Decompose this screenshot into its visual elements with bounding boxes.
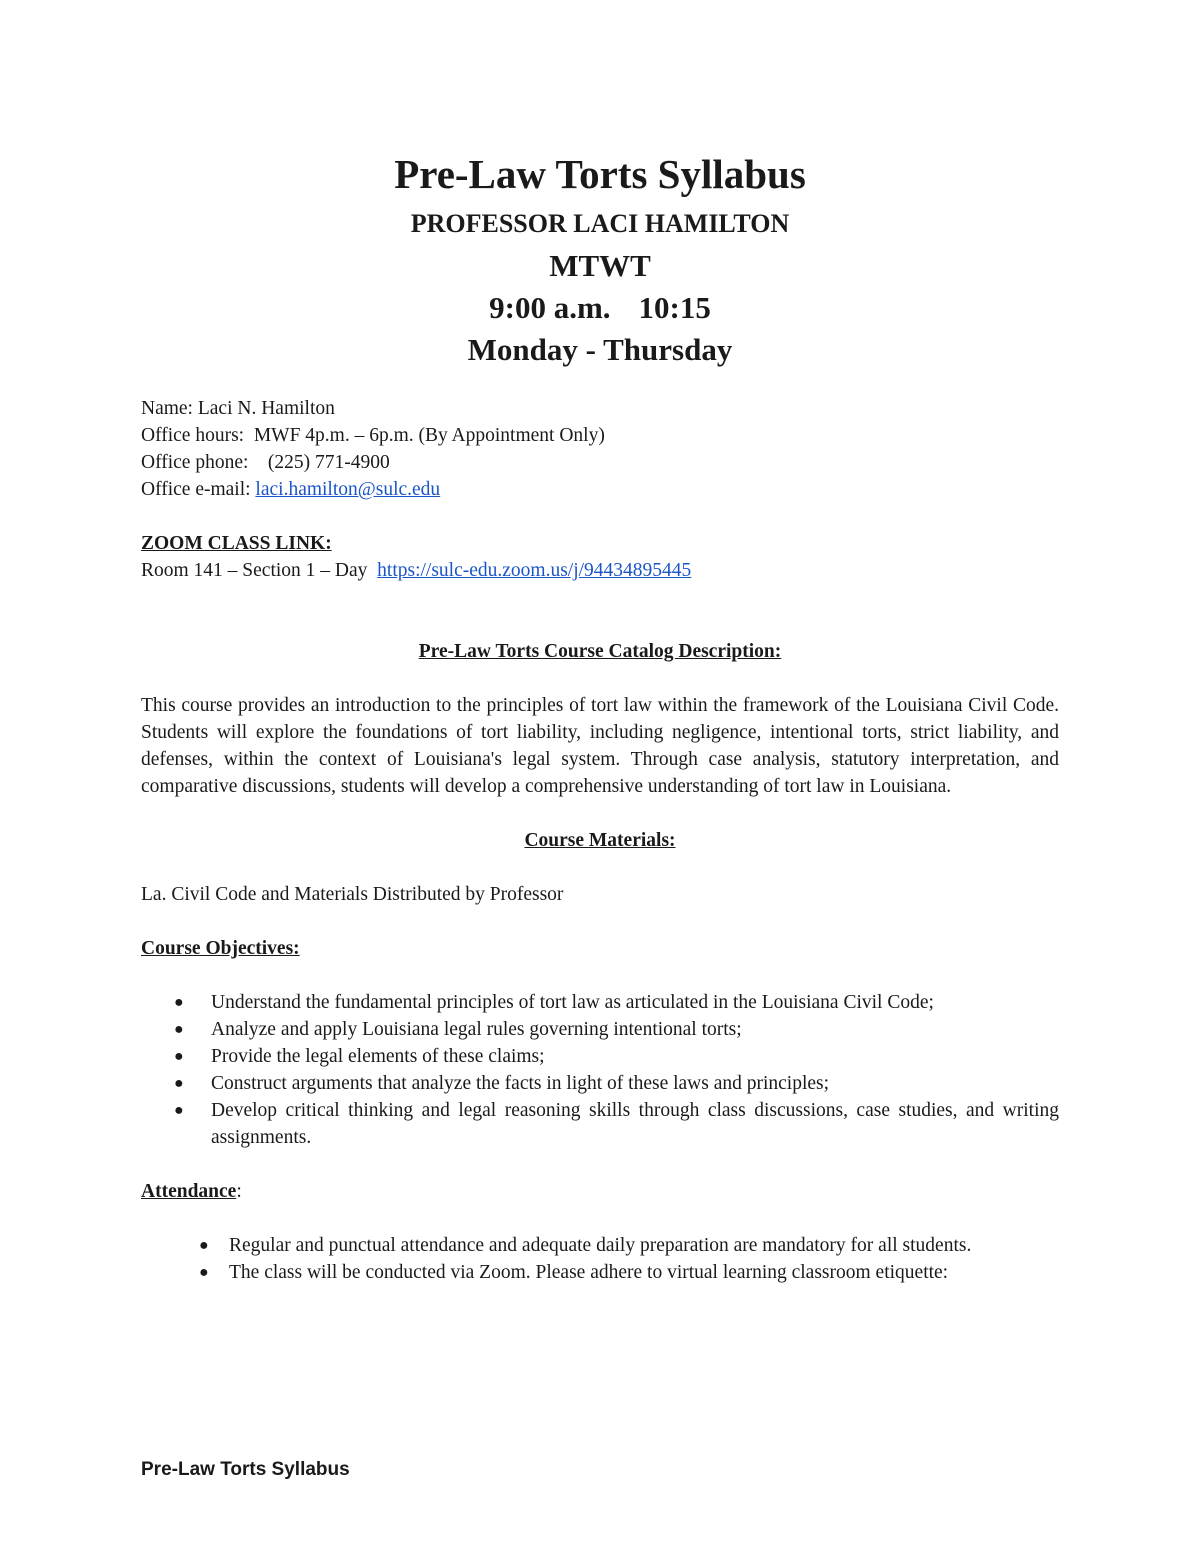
page-footer: Pre-Law Torts Syllabus <box>141 1459 350 1480</box>
instructor-name-line <box>141 395 1059 422</box>
class-time <box>0 287 1200 329</box>
name-value: Laci N. Hamilton <box>197 398 335 419</box>
attendance-heading <box>141 1178 1059 1205</box>
catalog-description-heading: Pre-Law Torts Course Catalog Description: <box>418 641 782 662</box>
attendance-heading-text: Attendance <box>141 1181 237 1202</box>
name-label: Name: <box>141 398 193 419</box>
office-phone-value: (225) 771-4900 <box>267 452 390 473</box>
zoom-heading: ZOOM CLASS LINK: <box>141 533 332 554</box>
attendance-list <box>141 1232 1059 1286</box>
list-item: ● Construct arguments that analyze the facts in light of these laws and principles; <box>141 1070 1059 1097</box>
zoom-room-text: Room 141 – Section 1 – Day <box>141 560 368 581</box>
class-time-start: 9:00 a.m. <box>489 290 611 325</box>
bullet-icon: ● <box>199 1264 209 1281</box>
class-days-code: MTWT <box>549 248 651 283</box>
list-item: ● Regular and punctual attendance and adequate daily preparation are mandatory for all students. <box>141 1232 1059 1259</box>
professor-name-heading: PROFESSOR LACI HAMILTON <box>410 209 790 238</box>
zoom-room-line <box>141 557 1059 584</box>
list-item: ● Develop critical thinking and legal reasoning skills through class discussions, case studies, and writing assignments. <box>141 1097 1059 1151</box>
zoom-class-link[interactable]: https://sulc-edu.zoom.us/j/94434895445 <box>377 560 692 581</box>
list-item: ● Understand the fundamental principles of tort law as articulated in the Louisiana Civil Code; <box>141 989 1059 1016</box>
bullet-icon: ● <box>199 1237 209 1254</box>
list-item: ● Analyze and apply Louisiana legal rules governing intentional torts; <box>141 1016 1059 1043</box>
class-days-range: Monday - Thursday <box>467 332 733 367</box>
office-email-line <box>141 476 1059 503</box>
course-objectives-heading: Course Objectives: <box>141 938 300 959</box>
course-objectives-list <box>141 989 1059 1151</box>
office-phone-line <box>141 449 1059 476</box>
bullet-icon: ● <box>174 1075 184 1092</box>
office-hours-value: MWF 4p.m. – 6p.m. (By Appointment Only) <box>253 425 605 446</box>
syllabus-body <box>141 395 1059 1286</box>
office-email-link[interactable]: laci.hamilton@sulc.edu <box>255 479 441 500</box>
syllabus-header <box>0 145 1200 371</box>
office-phone-label: Office phone: <box>141 452 249 473</box>
list-item: ● Provide the legal elements of these claims; <box>141 1043 1059 1070</box>
class-time-end: 10:15 <box>638 290 711 325</box>
course-materials-text: La. Civil Code and Materials Distributed by Professor <box>141 884 564 905</box>
course-materials-heading: Course Materials: <box>524 830 676 851</box>
office-hours-line <box>141 422 1059 449</box>
catalog-description-text: This course provides an introduction to the principles of tort law within the framework of the Louisiana Civil Code. Students will explore the foundations of tort liability, including negligence, intentional torts, strict liability, and defenses, within the context of Louisiana's legal system. Through case analysis, statutory interpretation, and comparative discussions, students will develop a comprehensive understanding of tort law in Louisiana. <box>141 695 1059 797</box>
list-item: ● The class will be conducted via Zoom. Please adhere to virtual learning classroom etiquette: <box>141 1259 1059 1286</box>
office-hours-label: Office hours: <box>141 425 245 446</box>
bullet-icon: ● <box>174 1102 184 1119</box>
office-email-label: Office e-mail: <box>141 479 251 500</box>
attendance-heading-colon: : <box>236 1181 242 1202</box>
page-title: Pre-Law Torts Syllabus <box>394 151 806 197</box>
bullet-icon: ● <box>174 1048 184 1065</box>
bullet-icon: ● <box>174 994 184 1011</box>
bullet-icon: ● <box>174 1021 184 1038</box>
